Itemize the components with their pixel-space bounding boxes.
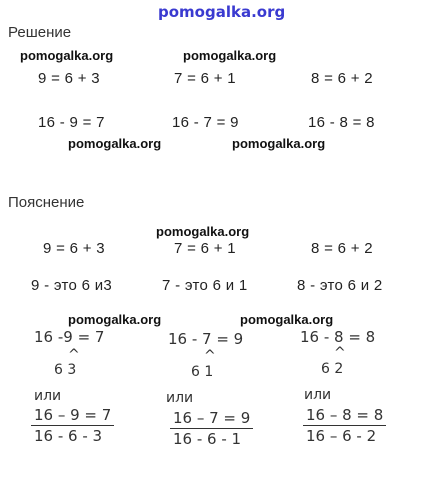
- watermark: pomogalka.org: [156, 224, 250, 239]
- decomposition-equation: 16 - 8 = 8: [300, 328, 376, 346]
- watermark: pomogalka.org: [232, 136, 326, 151]
- explanation-note: 8 - это 6 и 2: [297, 277, 383, 294]
- site-title: pomogalka.org: [158, 3, 286, 21]
- caret-mark: ^: [334, 345, 346, 361]
- solution-equation: 16 - 9 = 7: [38, 114, 105, 131]
- watermark: pomogalka.org: [240, 312, 334, 327]
- solution-heading: Решение: [8, 24, 72, 41]
- decomposition-equation: 16 -9 = 7: [34, 328, 105, 346]
- fraction-top: 16 – 8 = 8: [306, 406, 384, 424]
- solution-equation: 16 - 7 = 9: [172, 114, 239, 131]
- fraction-equation: [31, 406, 114, 445]
- fraction-bottom: 16 - 6 - 3: [34, 427, 103, 445]
- decomposition-parts: 6 2: [321, 361, 344, 377]
- caret-mark: ^: [204, 348, 216, 364]
- solution-equation: 16 - 8 = 8: [308, 114, 375, 131]
- or-label: или: [34, 388, 62, 404]
- or-label: или: [304, 387, 332, 403]
- solution-equation: 7 = 6 + 1: [174, 70, 236, 87]
- fraction-top: 16 – 9 = 7: [34, 406, 112, 424]
- explanation-equation: 9 = 6 + 3: [43, 240, 105, 257]
- fraction-bottom: 16 - 6 - 1: [173, 430, 242, 448]
- watermark: pomogalka.org: [183, 48, 277, 63]
- explanation-note: 9 - это 6 и3: [31, 277, 113, 294]
- solution-equation: 8 = 6 + 2: [311, 70, 373, 87]
- decomposition-parts: 6 3: [54, 362, 77, 378]
- decomposition-equation: 16 - 7 = 9: [168, 330, 244, 348]
- explanation-equation: 8 = 6 + 2: [311, 240, 373, 257]
- solution-equation: 9 = 6 + 3: [38, 70, 100, 87]
- fraction-bottom: 16 – 6 - 2: [306, 427, 377, 445]
- explanation-heading: Пояснение: [8, 194, 85, 211]
- watermark: pomogalka.org: [68, 312, 162, 327]
- fraction-equation: [170, 409, 253, 448]
- explanation-equation: 7 = 6 + 1: [174, 240, 236, 257]
- fraction-top: 16 – 7 = 9: [173, 409, 251, 427]
- caret-mark: ^: [68, 347, 80, 363]
- fraction-equation: [303, 406, 386, 445]
- watermark: pomogalka.org: [20, 48, 114, 63]
- explanation-note: 7 - это 6 и 1: [162, 277, 248, 294]
- decomposition-parts: 6 1: [191, 364, 214, 380]
- watermark: pomogalka.org: [68, 136, 162, 151]
- or-label: или: [166, 390, 194, 406]
